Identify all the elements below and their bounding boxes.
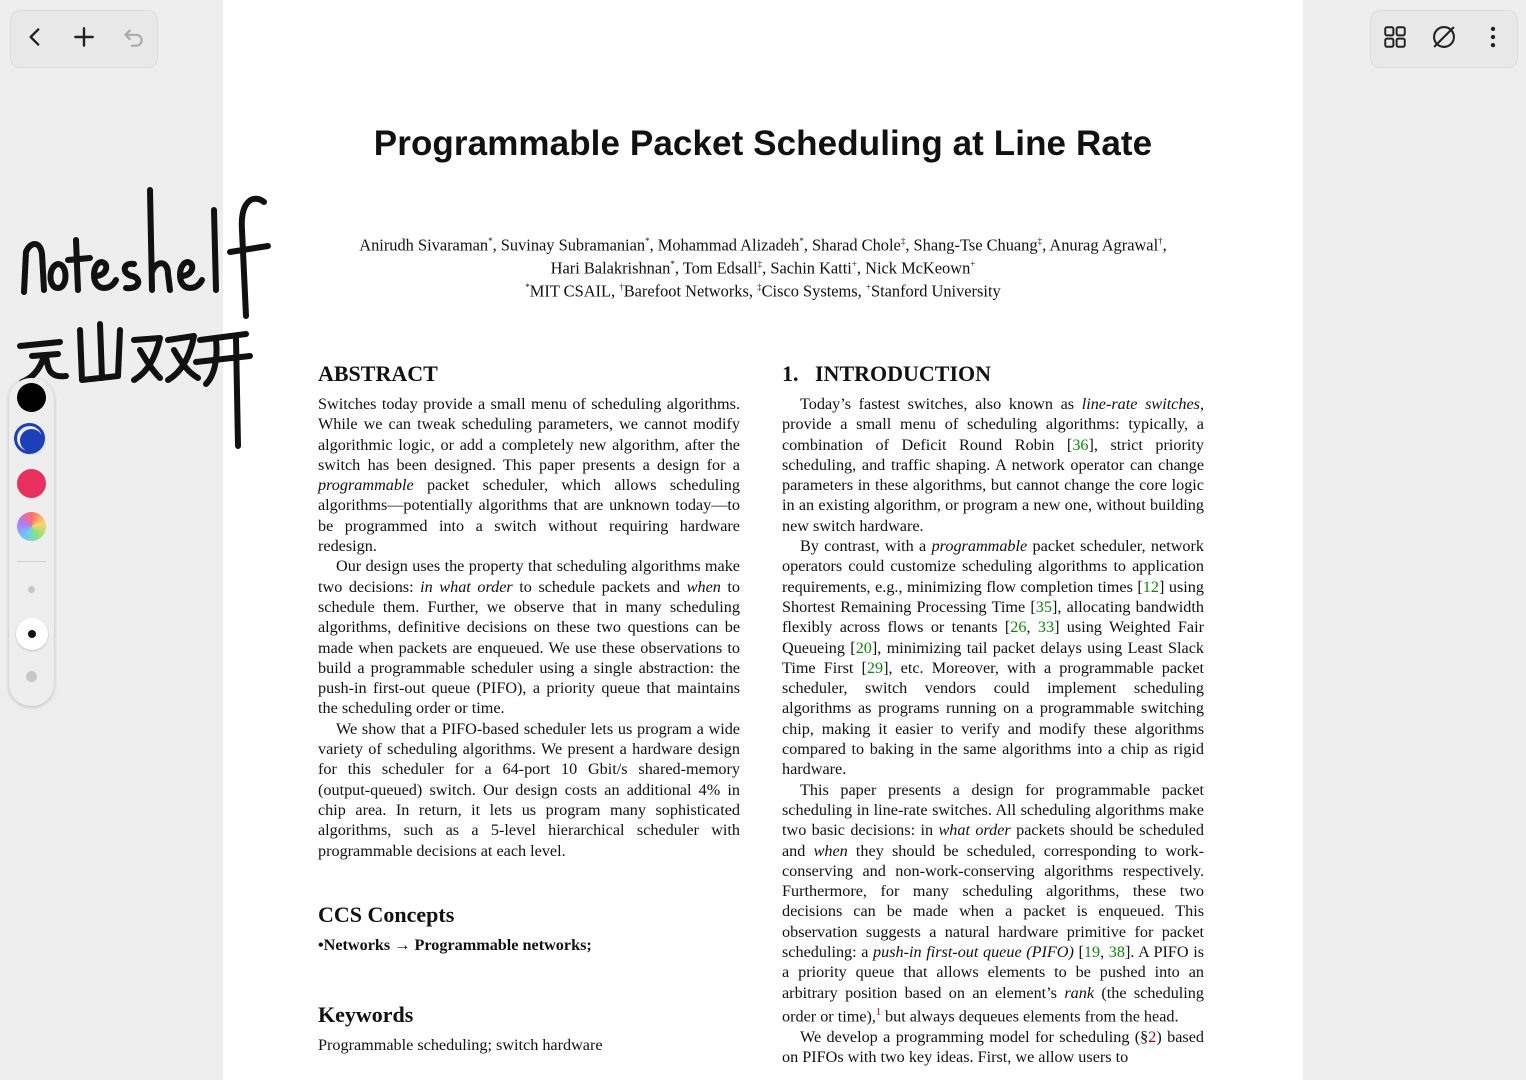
author-name: Shang-Tse Chuang	[913, 235, 1038, 255]
author-name: Anurag Agrawal	[1049, 235, 1159, 255]
author-affiliation-mark: *	[645, 236, 650, 246]
affiliation-name: Stanford University	[870, 281, 1001, 301]
citation-link[interactable]: 19	[1083, 943, 1101, 962]
citation-link[interactable]: 29	[866, 658, 884, 677]
stroke-size-small[interactable]	[28, 586, 35, 593]
palette-divider	[17, 561, 46, 562]
author-affiliation-mark: +	[851, 258, 857, 269]
citation-link[interactable]: 38	[1108, 943, 1125, 962]
author-affiliation-mark: ‡	[900, 236, 906, 246]
color-swatch-blue[interactable]	[17, 426, 46, 455]
color-swatch-black[interactable]	[17, 383, 46, 412]
view-options-toolbar	[1370, 10, 1518, 68]
chevron-left-icon[interactable]	[22, 24, 48, 55]
author-name: Nick McKeown	[865, 258, 971, 278]
color-wheel-icon[interactable]	[17, 512, 46, 541]
intro-paragraph-4: We develop a programming model for scheduling (§2) based on PIFOs with two key ideas. First, we allow users to	[782, 1027, 1204, 1066]
keywords-heading: Keywords	[318, 1002, 414, 1028]
author-affiliation-mark: †	[1158, 236, 1163, 246]
grid-icon[interactable]	[1382, 24, 1408, 55]
author-affiliation-mark: *	[670, 258, 675, 269]
abstract-paragraph-3: We show that a PIFO-based scheduler lets us program a wide variety of scheduling algorithms. We present a hardware design for this scheduler for a 64-port 10 Gbit/s shared-memory (output-queued) switch. Our design costs an additional 4% in chip area. In return, it lets us program many sophisticated algorithms, such as a 5-level hierarchical scheduler with programmable decisions at each level.	[318, 719, 740, 860]
affiliation-mark: ‡	[757, 281, 762, 292]
authors-line-2: Hari Balakrishnan*, Tom Edsall‡, Sachin Katti+, Nick McKeown+	[550, 258, 976, 278]
citation-link[interactable]: 36	[1072, 435, 1089, 454]
author-name: Tom Edsall	[682, 258, 758, 278]
authors-line-1: Anirudh Sivaraman*, Suvinay Subramanian*, Mohammad Alizadeh*, Sharad Chole‡, Shang-Tse Chuang‡, Anurag Agrawal†,	[359, 235, 1167, 255]
affiliation-mark: *	[525, 281, 530, 292]
affiliation-name: Barefoot Networks	[623, 281, 749, 301]
introduction-heading: 1. INTRODUCTION	[782, 361, 992, 386]
author-name: Mohammad Alizadeh	[657, 235, 800, 255]
abstract-paragraph-1: Switches today provide a small menu of scheduling algorithms. While we can tweak scheduling parameters, we cannot modify algorithmic logic, or add a completely new algorithm, after the switch has been designed. This paper presents a design for a programmable packet scheduler, which allows scheduling algorithms—potentially algorithms that are unknown today—to be programmed into a switch without requiring hardware redesign.	[318, 395, 740, 556]
affiliations-line: *MIT CSAIL, †Barefoot Networks, ‡Cisco Systems, +Stanford University	[525, 281, 1001, 301]
citation-link[interactable]: 20	[855, 638, 872, 657]
intro-paragraph-1: Today’s fastest switches, also known as line-rate switches, provide a small menu of scheduling algorithms: typically, a combination of Deficit Round Robin [36], strict priority scheduling, and traffic shaping. A network operator can change parameters in these algorithms, but cannot change the core logic in an existing algorithm, or program a new one, without building new switch hardware.	[782, 395, 1204, 535]
affiliation-mark: +	[865, 281, 871, 292]
navigation-toolbar	[10, 10, 158, 68]
right-column	[782, 360, 1204, 1067]
plus-icon[interactable]	[71, 24, 97, 55]
author-name: Suvinay Subramanian	[500, 235, 646, 255]
abstract-heading: ABSTRACT	[318, 361, 438, 386]
affiliation-name: Cisco Systems	[761, 281, 858, 301]
color-swatch-pink[interactable]	[17, 469, 46, 498]
affiliation-mark: †	[619, 281, 624, 292]
paper-title: Programmable Packet Scheduling at Line Rate	[373, 124, 1153, 163]
more-vertical-icon[interactable]	[1480, 24, 1506, 55]
author-name: Hari Balakrishnan	[550, 258, 671, 278]
abstract-paragraph-2: Our design uses the property that scheduling algorithms make two decisions: in what order to schedule packets and when to schedule them. Further, we observe that in many scheduling algorithms, definitive decisions on these two questions can be made when packets are enqueued. We use these observations to build a programmable scheduler using a single abstraction: the push-in first-out queue (PIFO), a priority queue that maintains the scheduling order or time.	[318, 557, 741, 718]
stroke-size-large[interactable]	[26, 671, 37, 682]
citation-link[interactable]: 12	[1142, 577, 1159, 596]
authors-block	[283, 232, 1243, 301]
ccs-heading: CCS Concepts	[318, 901, 455, 927]
intro-paragraph-3: This paper presents a design for programmable packet scheduling in line-rate switches. All scheduling algorithms make two basic decisions: in what order packets should be scheduled and when they should be scheduled, corresponding to work-conserving and non-work-conserving algorithms respectively. Furthermore, for many scheduling algorithms, these two decisions can be made when a packet is enqueued. This observation suggests a natural hardware primitive for packet scheduling: a push-in first-out queue (PIFO) [19, 38]. A PIFO is a priority queue that allows elements to be pushed into an arbitrary position based on an element’s rank (the scheduling order or time),$^1$ but always dequeues elements from the head.	[782, 780, 1204, 1026]
affiliation-name: MIT CSAIL	[529, 281, 611, 301]
ccs-text: •Networks → Programmable networks;	[318, 935, 592, 954]
author-name: Anirudh Sivaraman	[359, 235, 489, 255]
left-column	[318, 360, 740, 1055]
keywords-text: Programmable scheduling; switch hardware	[318, 1036, 603, 1055]
author-affiliation-mark: ‡	[757, 258, 763, 269]
intro-paragraph-2: By contrast, with a programmable packet scheduler, network operators could customize scheduling algorithms to application requirements, e.g., minimizing flow completion times [12] using Shortest Remaining Processing Time [35], allocating bandwidth flexibly across flows or tenants [26, 33] using Weighted Fair Queueing [20], minimizing tail packet delays using Least Slack Time First [29], etc. Moreover, with a programmable packet scheduler, switch vendors could implement scheduling algorithms as programs running on a programmable switching chip, making it easier to verify and modify these algorithms compared to baking in the same algorithms into a chip as rigid hardware.	[782, 537, 1205, 779]
author-name: Sachin Katti	[770, 258, 852, 278]
author-affiliation-mark: *	[799, 236, 804, 246]
author-affiliation-mark: *	[488, 236, 493, 246]
author-affiliation-mark: +	[970, 258, 976, 269]
citation-link[interactable]: 35	[1035, 597, 1052, 616]
document-page[interactable]	[223, 0, 1303, 1080]
section-link[interactable]: 2	[1148, 1027, 1157, 1046]
slash-circle-icon[interactable]	[1430, 23, 1458, 56]
author-affiliation-mark: ‡	[1037, 236, 1043, 246]
pen-palette	[9, 378, 54, 706]
footnote-link[interactable]: 1	[875, 1006, 881, 1018]
citation-link[interactable]: 33	[1037, 618, 1055, 637]
citation-link[interactable]: 26	[1010, 618, 1027, 637]
undo-icon[interactable]	[120, 24, 146, 55]
stroke-size-medium[interactable]	[16, 618, 48, 650]
author-name: Sharad Chole	[812, 235, 901, 255]
